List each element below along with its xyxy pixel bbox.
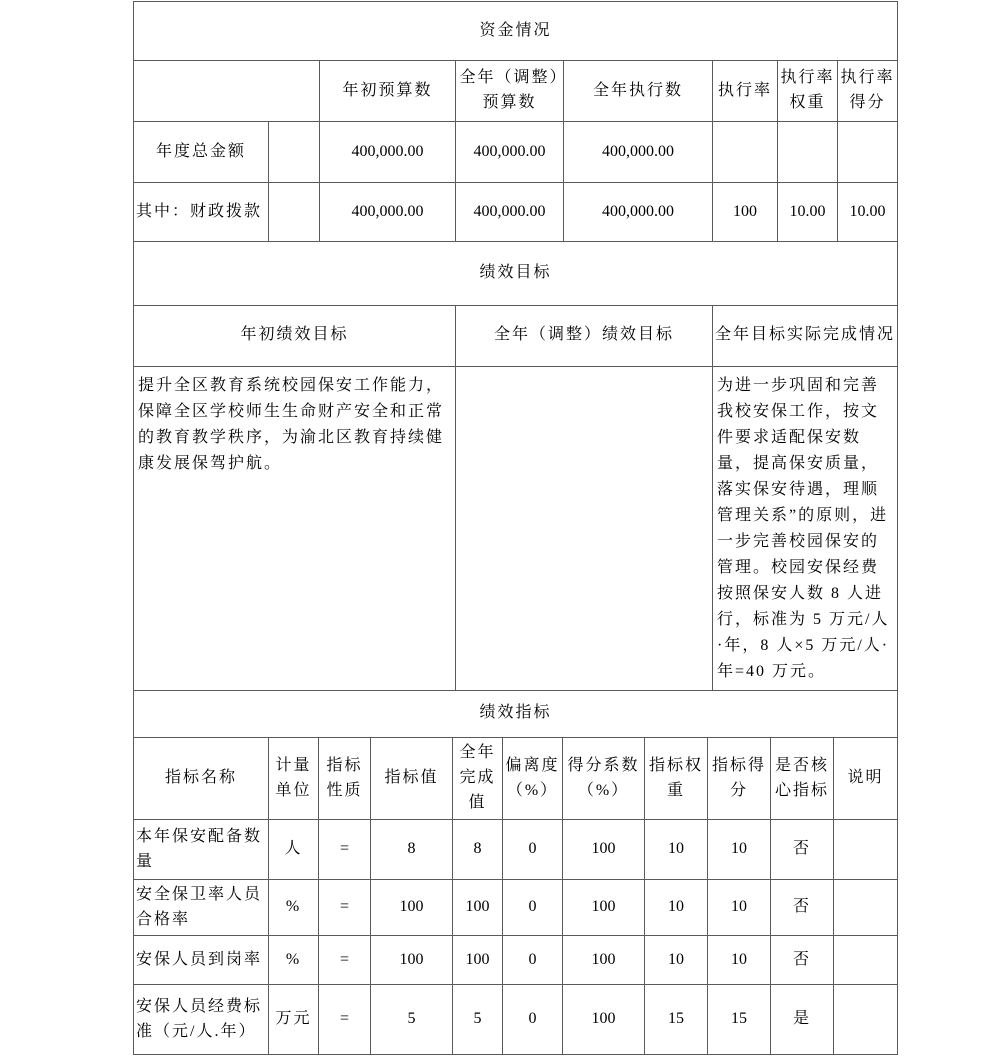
goals-initial-text: 提升全区教育系统校园保安工作能力，保障全区学校师生生命财产安全和正常的教育教学秩序，为渝北区教育持续健康发展保驾护航。 — [134, 366, 456, 690]
funding-row-total-blank — [269, 122, 320, 183]
table-row — [134, 366, 898, 690]
indicator-deviation: 0 — [503, 985, 563, 1055]
funding-total-executed: 400,000.00 — [564, 122, 713, 183]
indicator-score: 10 — [708, 936, 771, 985]
indicator-weight: 10 — [645, 936, 708, 985]
indicator-deviation: 0 — [503, 880, 563, 936]
indicator-nature: = — [319, 880, 371, 936]
goals-header-adjusted: 全年（调整）绩效目标 — [456, 305, 713, 366]
funding-total-adjusted-budget: 400,000.00 — [456, 122, 564, 183]
indicator-weight: 10 — [645, 820, 708, 880]
goals-section-title: 绩效目标 — [134, 242, 898, 305]
indicator-note — [834, 820, 898, 880]
indicator-completed: 100 — [453, 880, 503, 936]
indicators-header-deviation: 偏离度（%） — [503, 738, 563, 820]
funding-fiscal-adjusted-budget: 400,000.00 — [456, 183, 564, 242]
table-row — [134, 183, 898, 242]
funding-header-exec-rate-weight: 执行率权重 — [778, 61, 838, 122]
indicator-unit: 人 — [269, 820, 319, 880]
indicator-name: 安全保卫率人员合格率 — [134, 880, 269, 936]
funding-row-fiscal-blank — [269, 183, 320, 242]
indicator-score: 15 — [708, 985, 771, 1055]
indicators-header-completed: 全年完成值 — [453, 738, 503, 820]
indicators-header-target: 指标值 — [371, 738, 453, 820]
funding-section-title: 资金情况 — [134, 2, 898, 61]
goals-header-initial: 年初绩效目标 — [134, 305, 456, 366]
indicators-header-weight: 指标权重 — [645, 738, 708, 820]
goals-header-actual: 全年目标实际完成情况 — [713, 305, 898, 366]
funding-header-exec-rate-score: 执行率得分 — [838, 61, 898, 122]
funding-header-blank — [134, 61, 320, 122]
indicators-header-nature: 指标性质 — [319, 738, 371, 820]
funding-fiscal-exec-rate-score: 10.00 — [838, 183, 898, 242]
indicator-target: 100 — [371, 880, 453, 936]
funding-total-exec-rate-weight — [778, 122, 838, 183]
indicators-header-coeff: 得分系数（%） — [563, 738, 645, 820]
indicator-note — [834, 880, 898, 936]
indicator-core: 否 — [771, 936, 834, 985]
indicator-nature: = — [319, 985, 371, 1055]
indicator-core: 否 — [771, 880, 834, 936]
indicator-score: 10 — [708, 880, 771, 936]
indicator-weight: 10 — [645, 880, 708, 936]
indicator-score: 10 — [708, 820, 771, 880]
indicator-completed: 8 — [453, 820, 503, 880]
table-row — [134, 820, 898, 880]
funding-total-initial-budget: 400,000.00 — [320, 122, 456, 183]
funding-header-executed: 全年执行数 — [564, 61, 713, 122]
indicator-unit: % — [269, 880, 319, 936]
funding-row-fiscal-label: 其中：财政拨款 — [134, 183, 269, 242]
funding-row-total-label: 年度总金额 — [134, 122, 269, 183]
funding-header-adjusted-budget: 全年（调整）预算数 — [456, 61, 564, 122]
indicator-target: 100 — [371, 936, 453, 985]
indicator-name: 安保人员到岗率 — [134, 936, 269, 985]
funding-header-initial-budget: 年初预算数 — [320, 61, 456, 122]
indicator-deviation: 0 — [503, 936, 563, 985]
indicator-unit: 万元 — [269, 985, 319, 1055]
indicators-header-unit: 计量单位 — [269, 738, 319, 820]
goals-table — [133, 242, 898, 691]
funding-total-exec-rate — [713, 122, 778, 183]
indicator-core: 否 — [771, 820, 834, 880]
goals-actual-text: 为进一步巩固和完善我校安保工作，按文件要求适配保安数量，提高保安质量，落实保安待遇，理顺管理关系”的原则，进一步完善校园保安的管理。校园安保经费按照保安人数 8 人进行，标准为 5 万元/人·年，8 人×5 万元/人·年=40 万元。 — [713, 366, 898, 690]
indicator-coeff: 100 — [563, 880, 645, 936]
goals-adjusted-text — [456, 366, 713, 690]
indicator-target: 5 — [371, 985, 453, 1055]
indicator-target: 8 — [371, 820, 453, 880]
funding-fiscal-exec-rate-weight: 10.00 — [778, 183, 838, 242]
indicator-core: 是 — [771, 985, 834, 1055]
indicator-deviation: 0 — [503, 820, 563, 880]
indicator-nature: = — [319, 936, 371, 985]
indicator-completed: 100 — [453, 936, 503, 985]
indicator-weight: 15 — [645, 985, 708, 1055]
indicator-name: 本年保安配备数量 — [134, 820, 269, 880]
table-row — [134, 985, 898, 1055]
indicators-header-name: 指标名称 — [134, 738, 269, 820]
table-row — [134, 122, 898, 183]
indicator-coeff: 100 — [563, 985, 645, 1055]
indicators-table — [133, 691, 898, 1056]
funding-fiscal-initial-budget: 400,000.00 — [320, 183, 456, 242]
indicator-nature: = — [319, 820, 371, 880]
table-row — [134, 936, 898, 985]
funding-total-exec-rate-score — [838, 122, 898, 183]
indicator-note — [834, 936, 898, 985]
indicators-header-score: 指标得分 — [708, 738, 771, 820]
indicator-unit: % — [269, 936, 319, 985]
indicator-name: 安保人员经费标准（元/人.年） — [134, 985, 269, 1055]
indicators-header-note: 说明 — [834, 738, 898, 820]
funding-fiscal-executed: 400,000.00 — [564, 183, 713, 242]
table-row — [134, 880, 898, 936]
performance-report-document — [133, 1, 897, 1055]
indicator-coeff: 100 — [563, 936, 645, 985]
indicators-header-core: 是否核心指标 — [771, 738, 834, 820]
funding-fiscal-exec-rate: 100 — [713, 183, 778, 242]
indicator-note — [834, 985, 898, 1055]
funding-table — [133, 1, 898, 242]
indicator-completed: 5 — [453, 985, 503, 1055]
indicator-coeff: 100 — [563, 820, 645, 880]
indicators-section-title: 绩效指标 — [134, 691, 898, 738]
funding-header-exec-rate: 执行率 — [713, 61, 778, 122]
